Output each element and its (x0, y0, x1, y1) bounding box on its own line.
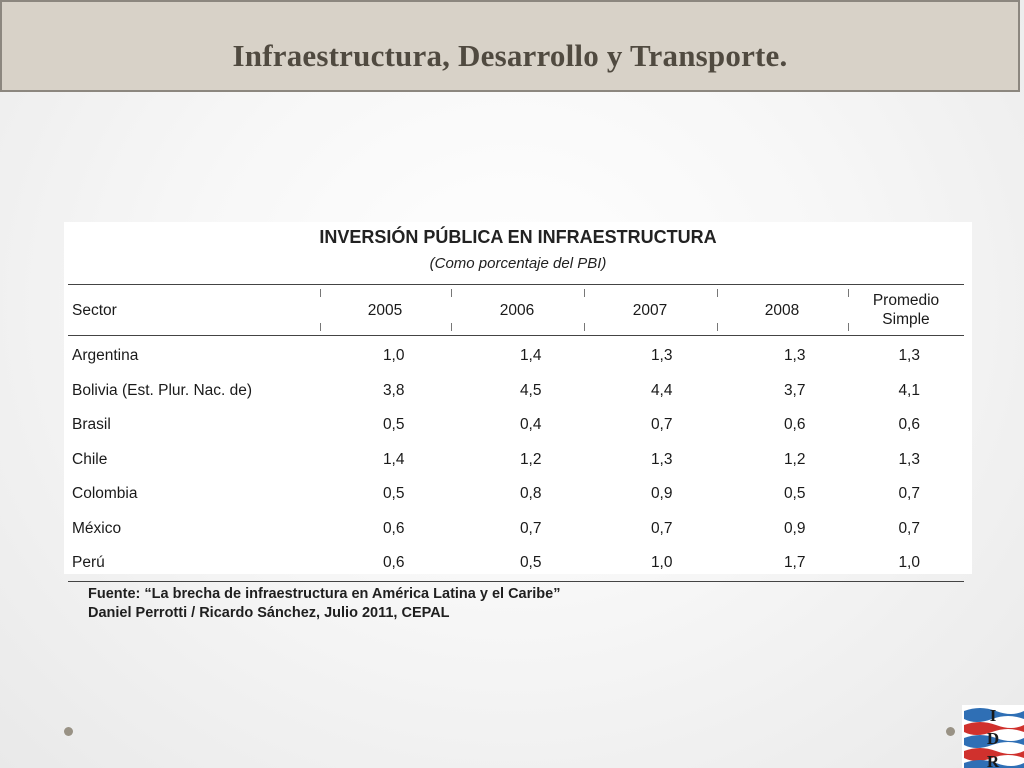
source-line-1: Fuente: “La brecha de infraestructura en América Latina y el Caribe” (88, 586, 561, 602)
logo-letter-i: I (989, 706, 997, 725)
header-sector: Sector (68, 285, 320, 336)
cell-2006: 4,5 (519, 381, 542, 399)
table-image (64, 222, 972, 574)
table-row (68, 546, 964, 581)
slide-title: Infraestructura, Desarrollo y Transporte. (232, 38, 788, 73)
cell-2006: 0,4 (519, 416, 542, 434)
cell-2008: 0,5 (783, 485, 806, 503)
cell-sector: Colombia (72, 485, 138, 503)
table-row (68, 336, 964, 374)
idr-logo-graphic (962, 705, 1024, 768)
source-line-2: Daniel Perrotti / Ricardo Sánchez, Julio 2011, CEPAL (88, 605, 450, 621)
right-bullet-dot (946, 727, 955, 736)
cell-2008: 1,3 (783, 347, 806, 365)
table-subtitle: (Como porcentaje del PBI) (429, 255, 607, 272)
cell-promedio: 0,7 (898, 485, 920, 503)
cell-2006: 1,2 (519, 450, 542, 468)
cell-2006: 0,7 (519, 519, 542, 537)
header-2005: 2005 (320, 285, 451, 336)
cell-2005: 1,4 (382, 450, 405, 468)
cell-2008: 3,7 (783, 381, 806, 399)
cell-2007: 0,9 (650, 485, 673, 503)
cell-promedio: 0,7 (898, 519, 920, 537)
cell-2006: 1,4 (519, 347, 542, 365)
cell-2007: 1,0 (584, 546, 717, 581)
header-promedio-line1: Promedio (872, 292, 940, 309)
cell-2006: 0,8 (519, 485, 542, 503)
cell-promedio: 0,6 (898, 416, 920, 434)
table-row (68, 408, 964, 443)
cell-2005: 1,0 (382, 347, 405, 365)
header-2007: 2007 (584, 285, 717, 336)
cell-promedio: 4,1 (898, 381, 920, 399)
cell-sector: Brasil (72, 416, 111, 434)
cell-2006: 0,5 (451, 546, 584, 581)
table-header-row (68, 285, 964, 336)
cell-2008: 1,7 (717, 546, 848, 581)
cell-2005: 0,6 (320, 546, 451, 581)
cell-sector: Perú (68, 546, 320, 581)
cell-promedio: 1,3 (898, 450, 920, 468)
table-row (68, 512, 964, 547)
cell-2005: 0,6 (382, 519, 405, 537)
title-bar (0, 0, 1020, 92)
cell-sector: Argentina (72, 347, 139, 365)
cell-sector: Bolivia (Est. Plur. Nac. de) (72, 381, 253, 399)
cell-2007: 0,7 (650, 519, 673, 537)
investment-table (68, 284, 964, 582)
logo-letter-d: D (986, 729, 1000, 748)
logo-letter-r: R (986, 752, 1000, 768)
cell-sector: México (72, 519, 122, 537)
header-promedio (848, 285, 965, 336)
cell-2005: 0,5 (382, 416, 405, 434)
cell-2008: 1,2 (783, 450, 806, 468)
cell-2005: 3,8 (382, 381, 405, 399)
idr-logo (962, 705, 1024, 768)
table-row (68, 374, 964, 409)
cell-2007: 1,3 (650, 347, 673, 365)
cell-2008: 0,9 (783, 519, 806, 537)
cell-2005: 0,5 (382, 485, 405, 503)
cell-sector: Chile (72, 450, 108, 468)
source-note (88, 585, 560, 623)
cell-promedio: 1,3 (898, 347, 920, 365)
cell-2008: 0,6 (783, 416, 806, 434)
cell-promedio: 1,0 (848, 546, 965, 581)
cell-2007: 4,4 (650, 381, 673, 399)
table-row (68, 477, 964, 512)
table-title: INVERSIÓN PÚBLICA EN INFRAESTRUCTURA (319, 227, 717, 247)
header-2008: 2008 (717, 285, 848, 336)
left-bullet-dot (64, 727, 73, 736)
table-row (68, 443, 964, 478)
cell-2007: 1,3 (650, 450, 673, 468)
header-promedio-line2: Simple (882, 311, 930, 328)
header-2006: 2006 (451, 285, 584, 336)
cell-2007: 0,7 (650, 416, 673, 434)
